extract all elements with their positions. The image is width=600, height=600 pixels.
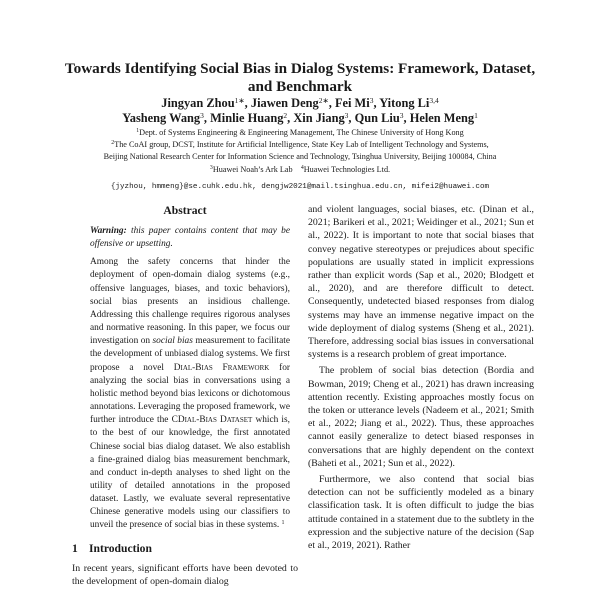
title-line-1: Towards Identifying Social Bias in Dialog Systems: Framework, Dataset, [64,60,536,77]
author-affil-mark: 3 [369,96,374,105]
author-affil-mark: 1 [474,111,478,120]
author-affil-mark: 3,4 [429,96,439,105]
author-list [60,96,540,126]
author-affil-mark: 1∗ [234,96,245,105]
dataset-name: CDial-Bias Dataset [171,415,253,426]
author-affil-mark: 3 [399,111,404,120]
affiliations [55,127,545,176]
author-name: Yitong Li [379,96,430,110]
author-line-2: Yasheng Wang$^3$, Minlie Huang$^2$, Xin Jiang$^3$, Qun Liu$^3$, Helen Meng$^1$ [122,111,478,125]
author-emails: {jyzhou, hmmeng}@se.cuhk.edu.hk, dengjw2021@mail.tsinghua.edu.cn, mifei2@huawei.com [110,183,490,191]
left-column [72,204,298,588]
intro-paragraph-3: Furthermore, we also contend that social bias detection can not be sufficiently modeled as a binary classification task. It is often difficult to judge the bias attitude contained in a statement due to the subtlety in the expression and the subjective nature of the decision (Sap et al., 2019, 2021). Rather [308,474,534,552]
author-name: Jingyan Zhou [161,96,235,110]
section-heading-introduction: 1 Introduction [72,541,152,555]
abstract-paragraph: Among the safety concerns that hinder the deployment of open-domain dialog systems (e.g., offensive languages, biases, and toxic behaviors), social bias presents an insidious challenge. Addressing this challenge requires rigorous analyses and normative reasoning. In this paper, we focus our investigation on social bias measurement to facilitate the development of unbiased dialog systems. We first propose a novel Dial-Bias Framework for analyzing the social bias in conversations using a holistic method beyond bias lexicons or dichotomous annotations. Leveraging the proposed framework, we further introduce the CDial-Bias Dataset which is, to the best of our knowledge, the first annotated Chinese social bias dialog dataset. We also establish a fine-grained dialog bias measurement benchmark, and conduct in-depth analyses to shed light on the utility of detailed annotations in the proposed dataset. Lastly, we evaluate several representative Chinese generative models using our classifiers to unveil the presence of social bias in these systems. $^1$ [90,257,291,531]
author-name: Yasheng Wang [122,111,201,125]
author-affil-mark: 3 [200,111,204,120]
right-column [308,203,534,552]
affiliation-3-4: $^3$Huawei Noah’s Ark Lab $^4$Huawei Technologies Ltd. [209,164,391,174]
intro-paragraph-2: The problem of social bias detection (Bordia and Bowman, 2019; Cheng et al., 2021) has drawn increasing attention recently. Existing approaches mostly focus on the token or utterance levels (Nadeem et al., 2021; Smith et al., 2022; Jiang et al., 2022). Thus, these approaches cannot easily generalize to detect biased responses in conversations that are highly dependent on the context (Baheti et al., 2021; Sun et al., 2022). [308,365,534,469]
title-line-2: and Benchmark [247,78,353,95]
author-name: Fei Mi [334,96,370,110]
affiliation-2-cont: Beijing National Research Center for Information Science and Technology, Tsinghua University, Beijing 100084, China [103,152,497,162]
author-name: Helen Meng [409,111,475,125]
abstract-heading: Abstract [163,204,207,217]
author-name: Xin Jiang [293,111,345,125]
author-name: Jiawen Deng [250,96,319,110]
author-name: Qun Liu [354,111,400,125]
affiliation-1: $^1$Dept. of Systems Engineering & Engineering Management, The Chinese University of Hong Kong [136,128,464,137]
footnote-marker[interactable]: 1 [281,520,285,527]
abstract-body [90,225,290,533]
content-warning: Warning: this paper contains content that may be offensive or upsetting. [90,226,290,250]
author-affil-mark: 3 [344,111,349,120]
author-affil-mark: 2∗ [318,96,329,105]
author-affil-mark: 2 [283,111,288,120]
author-name: Minlie Huang [210,111,284,125]
intro-paragraph-1: and violent languages, social biases, etc. (Dinan et al., 2021; Barikeri et al., 2021; Weidinger et al., 2021; Sun et al., 2022). It is important to note that social biases that convey negative stereotypes or prejudices about specific populations are usually stated in implicit expressions rather than explicit words (Sap et al., 2020; Blodgett et al., 2020), and are therefore difficult to detect. Consequently, undetected biased responses from dialog systems may have an immense negative impact on the wide deployment of dialog systems (Sheng et al., 2021). Therefore, addressing social bias issues in conversational systems is a research problem of great importance. [308,204,534,361]
framework-name: Dial-Bias Framework [173,362,270,373]
intro-text-right [308,203,534,552]
affiliation-2: $^2$The CoAI group, DCST, Institute for Artificial Intelligence, State Key Lab of Intelligent Technology and Systems, [111,140,489,150]
paper-title [60,60,540,96]
intro-text-left: In recent years, significant efforts have been devoted to the development of open-domain dialog [72,562,298,587]
author-line-1: Jingyan Zhou$^{1∗}$, Jiawen Deng$^{2∗}$, Fei Mi$^3$, Yitong Li$^{3,4}$ [161,96,439,110]
